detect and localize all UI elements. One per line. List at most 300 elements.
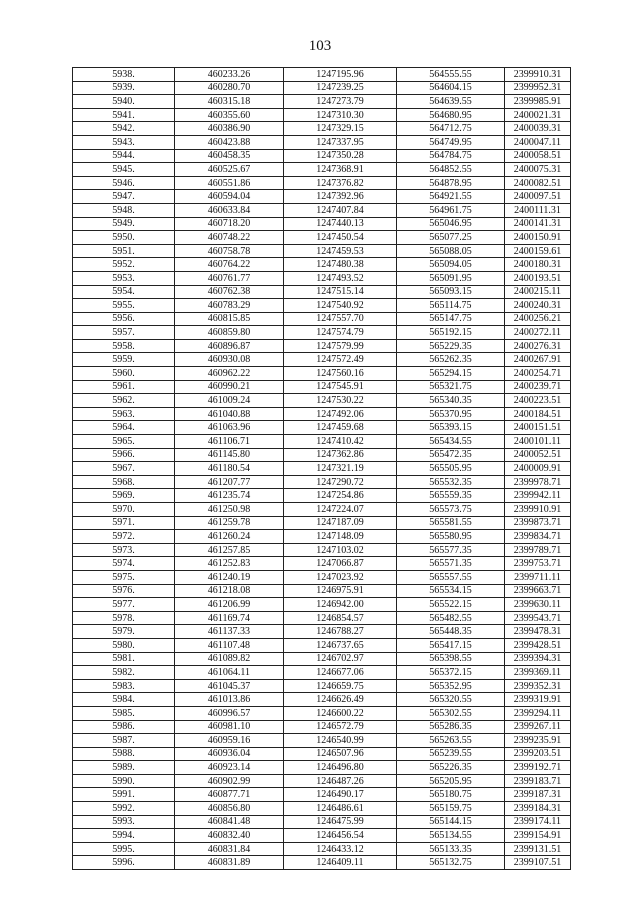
point-number-cell: 5952. bbox=[73, 258, 175, 272]
table-row bbox=[73, 176, 571, 190]
y-coordinate-cell: 1247362.86 bbox=[284, 448, 397, 462]
y-coordinate-cell: 1247350.28 bbox=[284, 149, 397, 163]
y-coordinate-cell: 1247480.38 bbox=[284, 258, 397, 272]
x2-coordinate-cell: 565077.25 bbox=[397, 231, 505, 245]
y2-coordinate-cell: 2400180.31 bbox=[505, 258, 571, 272]
point-number-cell: 5968. bbox=[73, 475, 175, 489]
x2-coordinate-cell: 564852.55 bbox=[397, 163, 505, 177]
x-coordinate-cell: 461107.48 bbox=[175, 638, 284, 652]
point-number-cell: 5949. bbox=[73, 217, 175, 231]
point-number-cell: 5983. bbox=[73, 679, 175, 693]
y2-coordinate-cell: 2400047.11 bbox=[505, 135, 571, 149]
point-number-cell: 5994. bbox=[73, 829, 175, 843]
point-number-cell: 5992. bbox=[73, 802, 175, 816]
x-coordinate-cell: 460458.35 bbox=[175, 149, 284, 163]
y-coordinate-cell: 1246409.11 bbox=[284, 856, 397, 870]
y-coordinate-cell: 1247515.14 bbox=[284, 285, 397, 299]
point-number-cell: 5976. bbox=[73, 584, 175, 598]
point-number-cell: 5970. bbox=[73, 503, 175, 517]
table-row bbox=[73, 122, 571, 136]
table-row bbox=[73, 326, 571, 340]
x-coordinate-cell: 461045.37 bbox=[175, 679, 284, 693]
table-row bbox=[73, 761, 571, 775]
table-row bbox=[73, 244, 571, 258]
y-coordinate-cell: 1247376.82 bbox=[284, 176, 397, 190]
y2-coordinate-cell: 2399873.71 bbox=[505, 516, 571, 530]
y-coordinate-cell: 1247540.92 bbox=[284, 299, 397, 313]
y-coordinate-cell: 1247407.84 bbox=[284, 203, 397, 217]
x-coordinate-cell: 460315.18 bbox=[175, 95, 284, 109]
point-number-cell: 5945. bbox=[73, 163, 175, 177]
x-coordinate-cell: 460764.22 bbox=[175, 258, 284, 272]
y-coordinate-cell: 1246677.06 bbox=[284, 666, 397, 680]
x-coordinate-cell: 461013.86 bbox=[175, 693, 284, 707]
point-number-cell: 5973. bbox=[73, 543, 175, 557]
table-row bbox=[73, 666, 571, 680]
y-coordinate-cell: 1247557.70 bbox=[284, 312, 397, 326]
y2-coordinate-cell: 2399952.31 bbox=[505, 81, 571, 95]
x2-coordinate-cell: 565434.55 bbox=[397, 435, 505, 449]
table-row bbox=[73, 435, 571, 449]
x-coordinate-cell: 461206.99 bbox=[175, 598, 284, 612]
table-row bbox=[73, 203, 571, 217]
x2-coordinate-cell: 565144.15 bbox=[397, 815, 505, 829]
table-row bbox=[73, 802, 571, 816]
x-coordinate-cell: 460233.26 bbox=[175, 68, 284, 82]
y2-coordinate-cell: 2399834.71 bbox=[505, 530, 571, 544]
y2-coordinate-cell: 2399663.71 bbox=[505, 584, 571, 598]
table-row bbox=[73, 95, 571, 109]
x2-coordinate-cell: 565577.35 bbox=[397, 543, 505, 557]
y-coordinate-cell: 1247310.30 bbox=[284, 108, 397, 122]
point-number-cell: 5981. bbox=[73, 652, 175, 666]
x2-coordinate-cell: 564749.95 bbox=[397, 135, 505, 149]
x2-coordinate-cell: 565417.15 bbox=[397, 638, 505, 652]
x2-coordinate-cell: 565448.35 bbox=[397, 625, 505, 639]
point-number-cell: 5979. bbox=[73, 625, 175, 639]
x-coordinate-cell: 460831.84 bbox=[175, 842, 284, 856]
table-row bbox=[73, 584, 571, 598]
y2-coordinate-cell: 2400239.71 bbox=[505, 380, 571, 394]
y2-coordinate-cell: 2399319.91 bbox=[505, 693, 571, 707]
point-number-cell: 5978. bbox=[73, 611, 175, 625]
y2-coordinate-cell: 2400009.91 bbox=[505, 462, 571, 476]
x2-coordinate-cell: 565180.75 bbox=[397, 788, 505, 802]
y2-coordinate-cell: 2400052.51 bbox=[505, 448, 571, 462]
y-coordinate-cell: 1246456.54 bbox=[284, 829, 397, 843]
table-row bbox=[73, 570, 571, 584]
table-row bbox=[73, 747, 571, 761]
x2-coordinate-cell: 565573.75 bbox=[397, 503, 505, 517]
y2-coordinate-cell: 2400223.51 bbox=[505, 394, 571, 408]
x-coordinate-cell: 460280.70 bbox=[175, 81, 284, 95]
y-coordinate-cell: 1247492.06 bbox=[284, 407, 397, 421]
y2-coordinate-cell: 2399174.11 bbox=[505, 815, 571, 829]
x-coordinate-cell: 461064.11 bbox=[175, 666, 284, 680]
y-coordinate-cell: 1247148.09 bbox=[284, 530, 397, 544]
page-number: 103 bbox=[308, 38, 332, 54]
point-number-cell: 5939. bbox=[73, 81, 175, 95]
y-coordinate-cell: 1247187.09 bbox=[284, 516, 397, 530]
y-coordinate-cell: 1247450.54 bbox=[284, 231, 397, 245]
y-coordinate-cell: 1246475.99 bbox=[284, 815, 397, 829]
x-coordinate-cell: 460959.16 bbox=[175, 734, 284, 748]
x2-coordinate-cell: 565091.95 bbox=[397, 271, 505, 285]
y2-coordinate-cell: 2399369.11 bbox=[505, 666, 571, 680]
table-row bbox=[73, 353, 571, 367]
table-row bbox=[73, 503, 571, 517]
y-coordinate-cell: 1246490.17 bbox=[284, 788, 397, 802]
y2-coordinate-cell: 2400150.91 bbox=[505, 231, 571, 245]
table-row bbox=[73, 625, 571, 639]
x-coordinate-cell: 460856.80 bbox=[175, 802, 284, 816]
point-number-cell: 5971. bbox=[73, 516, 175, 530]
x2-coordinate-cell: 565557.55 bbox=[397, 570, 505, 584]
table-row bbox=[73, 108, 571, 122]
x-coordinate-cell: 460962.22 bbox=[175, 367, 284, 381]
y2-coordinate-cell: 2399203.51 bbox=[505, 747, 571, 761]
y2-coordinate-cell: 2399789.71 bbox=[505, 543, 571, 557]
coordinates-table bbox=[72, 67, 571, 870]
x-coordinate-cell: 460859.80 bbox=[175, 326, 284, 340]
table-row bbox=[73, 788, 571, 802]
y-coordinate-cell: 1247368.91 bbox=[284, 163, 397, 177]
y2-coordinate-cell: 2399131.51 bbox=[505, 842, 571, 856]
table-row bbox=[73, 421, 571, 435]
table-row bbox=[73, 135, 571, 149]
table-row bbox=[73, 842, 571, 856]
table-row bbox=[73, 285, 571, 299]
x-coordinate-cell: 460594.04 bbox=[175, 190, 284, 204]
point-number-cell: 5969. bbox=[73, 489, 175, 503]
x2-coordinate-cell: 565147.75 bbox=[397, 312, 505, 326]
x2-coordinate-cell: 565132.75 bbox=[397, 856, 505, 870]
x2-coordinate-cell: 565205.95 bbox=[397, 774, 505, 788]
x2-coordinate-cell: 565340.35 bbox=[397, 394, 505, 408]
y-coordinate-cell: 1247545.91 bbox=[284, 380, 397, 394]
y-coordinate-cell: 1246487.26 bbox=[284, 774, 397, 788]
x-coordinate-cell: 461259.78 bbox=[175, 516, 284, 530]
x2-coordinate-cell: 564784.75 bbox=[397, 149, 505, 163]
point-number-cell: 5996. bbox=[73, 856, 175, 870]
y2-coordinate-cell: 2400193.51 bbox=[505, 271, 571, 285]
point-number-cell: 5946. bbox=[73, 176, 175, 190]
x-coordinate-cell: 460423.88 bbox=[175, 135, 284, 149]
x2-coordinate-cell: 565320.55 bbox=[397, 693, 505, 707]
point-number-cell: 5958. bbox=[73, 339, 175, 353]
y-coordinate-cell: 1246433.12 bbox=[284, 842, 397, 856]
table-row bbox=[73, 815, 571, 829]
y2-coordinate-cell: 2400267.91 bbox=[505, 353, 571, 367]
point-number-cell: 5943. bbox=[73, 135, 175, 149]
x-coordinate-cell: 460815.85 bbox=[175, 312, 284, 326]
point-number-cell: 5942. bbox=[73, 122, 175, 136]
point-number-cell: 5993. bbox=[73, 815, 175, 829]
y-coordinate-cell: 1247273.79 bbox=[284, 95, 397, 109]
y-coordinate-cell: 1247290.72 bbox=[284, 475, 397, 489]
x2-coordinate-cell: 565352.95 bbox=[397, 679, 505, 693]
table-row bbox=[73, 638, 571, 652]
x-coordinate-cell: 460762.38 bbox=[175, 285, 284, 299]
x2-coordinate-cell: 564680.95 bbox=[397, 108, 505, 122]
y-coordinate-cell: 1246702.97 bbox=[284, 652, 397, 666]
x2-coordinate-cell: 565239.55 bbox=[397, 747, 505, 761]
x-coordinate-cell: 461169.74 bbox=[175, 611, 284, 625]
x-coordinate-cell: 461106.71 bbox=[175, 435, 284, 449]
point-number-cell: 5962. bbox=[73, 394, 175, 408]
x2-coordinate-cell: 564555.55 bbox=[397, 68, 505, 82]
y-coordinate-cell: 1247066.87 bbox=[284, 557, 397, 571]
point-number-cell: 5966. bbox=[73, 448, 175, 462]
x2-coordinate-cell: 565393.15 bbox=[397, 421, 505, 435]
x2-coordinate-cell: 564961.75 bbox=[397, 203, 505, 217]
x2-coordinate-cell: 565559.35 bbox=[397, 489, 505, 503]
y2-coordinate-cell: 2400141.31 bbox=[505, 217, 571, 231]
table-row bbox=[73, 475, 571, 489]
point-number-cell: 5980. bbox=[73, 638, 175, 652]
x-coordinate-cell: 461207.77 bbox=[175, 475, 284, 489]
y-coordinate-cell: 1247329.15 bbox=[284, 122, 397, 136]
point-number-cell: 5987. bbox=[73, 734, 175, 748]
y2-coordinate-cell: 2399107.51 bbox=[505, 856, 571, 870]
x2-coordinate-cell: 565134.55 bbox=[397, 829, 505, 843]
x2-coordinate-cell: 564604.15 bbox=[397, 81, 505, 95]
x-coordinate-cell: 461180.54 bbox=[175, 462, 284, 476]
x-coordinate-cell: 460761.77 bbox=[175, 271, 284, 285]
y-coordinate-cell: 1246975.91 bbox=[284, 584, 397, 598]
table-row bbox=[73, 530, 571, 544]
x-coordinate-cell: 460936.04 bbox=[175, 747, 284, 761]
y2-coordinate-cell: 2399154.91 bbox=[505, 829, 571, 843]
table-row bbox=[73, 258, 571, 272]
x-coordinate-cell: 461218.08 bbox=[175, 584, 284, 598]
y2-coordinate-cell: 2400101.11 bbox=[505, 435, 571, 449]
y2-coordinate-cell: 2400021.31 bbox=[505, 108, 571, 122]
point-number-cell: 5944. bbox=[73, 149, 175, 163]
y-coordinate-cell: 1246486.61 bbox=[284, 802, 397, 816]
point-number-cell: 5989. bbox=[73, 761, 175, 775]
x2-coordinate-cell: 565114.75 bbox=[397, 299, 505, 313]
x2-coordinate-cell: 564878.95 bbox=[397, 176, 505, 190]
y-coordinate-cell: 1247254.86 bbox=[284, 489, 397, 503]
x-coordinate-cell: 461040.88 bbox=[175, 407, 284, 421]
x2-coordinate-cell: 565580.95 bbox=[397, 530, 505, 544]
y-coordinate-cell: 1247023.92 bbox=[284, 570, 397, 584]
y2-coordinate-cell: 2399978.71 bbox=[505, 475, 571, 489]
point-number-cell: 5950. bbox=[73, 231, 175, 245]
point-number-cell: 5975. bbox=[73, 570, 175, 584]
y2-coordinate-cell: 2399294.11 bbox=[505, 706, 571, 720]
point-number-cell: 5984. bbox=[73, 693, 175, 707]
y2-coordinate-cell: 2400240.31 bbox=[505, 299, 571, 313]
x2-coordinate-cell: 565571.35 bbox=[397, 557, 505, 571]
y-coordinate-cell: 1246854.57 bbox=[284, 611, 397, 625]
y2-coordinate-cell: 2399352.31 bbox=[505, 679, 571, 693]
y-coordinate-cell: 1246600.22 bbox=[284, 706, 397, 720]
x2-coordinate-cell: 565286.35 bbox=[397, 720, 505, 734]
x-coordinate-cell: 461137.33 bbox=[175, 625, 284, 639]
point-number-cell: 5991. bbox=[73, 788, 175, 802]
table-row bbox=[73, 81, 571, 95]
y2-coordinate-cell: 2399910.91 bbox=[505, 503, 571, 517]
table-row bbox=[73, 706, 571, 720]
point-number-cell: 5985. bbox=[73, 706, 175, 720]
x2-coordinate-cell: 565262.35 bbox=[397, 353, 505, 367]
y-coordinate-cell: 1246737.65 bbox=[284, 638, 397, 652]
x2-coordinate-cell: 565192.15 bbox=[397, 326, 505, 340]
y-coordinate-cell: 1247493.52 bbox=[284, 271, 397, 285]
x-coordinate-cell: 461240.19 bbox=[175, 570, 284, 584]
table-row bbox=[73, 557, 571, 571]
x-coordinate-cell: 461260.24 bbox=[175, 530, 284, 544]
y-coordinate-cell: 1246507.96 bbox=[284, 747, 397, 761]
y2-coordinate-cell: 2400272.11 bbox=[505, 326, 571, 340]
y2-coordinate-cell: 2400151.51 bbox=[505, 421, 571, 435]
y2-coordinate-cell: 2399942.11 bbox=[505, 489, 571, 503]
x2-coordinate-cell: 565226.35 bbox=[397, 761, 505, 775]
table-row bbox=[73, 734, 571, 748]
y2-coordinate-cell: 2399711.11 bbox=[505, 570, 571, 584]
y-coordinate-cell: 1247440.13 bbox=[284, 217, 397, 231]
table-row bbox=[73, 693, 571, 707]
point-number-cell: 5955. bbox=[73, 299, 175, 313]
x-coordinate-cell: 461235.74 bbox=[175, 489, 284, 503]
table-row bbox=[73, 448, 571, 462]
x-coordinate-cell: 460930.08 bbox=[175, 353, 284, 367]
point-number-cell: 5954. bbox=[73, 285, 175, 299]
point-number-cell: 5965. bbox=[73, 435, 175, 449]
y2-coordinate-cell: 2400111.31 bbox=[505, 203, 571, 217]
y2-coordinate-cell: 2399192.71 bbox=[505, 761, 571, 775]
x-coordinate-cell: 460841.48 bbox=[175, 815, 284, 829]
y-coordinate-cell: 1247560.16 bbox=[284, 367, 397, 381]
table-row bbox=[73, 394, 571, 408]
x-coordinate-cell: 461250.98 bbox=[175, 503, 284, 517]
y2-coordinate-cell: 2399910.31 bbox=[505, 68, 571, 82]
y-coordinate-cell: 1246942.00 bbox=[284, 598, 397, 612]
point-number-cell: 5948. bbox=[73, 203, 175, 217]
x2-coordinate-cell: 564921.55 bbox=[397, 190, 505, 204]
table-row bbox=[73, 611, 571, 625]
table-row bbox=[73, 231, 571, 245]
point-number-cell: 5941. bbox=[73, 108, 175, 122]
x2-coordinate-cell: 565302.55 bbox=[397, 706, 505, 720]
x2-coordinate-cell: 565133.35 bbox=[397, 842, 505, 856]
x2-coordinate-cell: 565046.95 bbox=[397, 217, 505, 231]
x2-coordinate-cell: 565094.05 bbox=[397, 258, 505, 272]
y-coordinate-cell: 1246496.80 bbox=[284, 761, 397, 775]
x2-coordinate-cell: 565398.55 bbox=[397, 652, 505, 666]
y2-coordinate-cell: 2400254.71 bbox=[505, 367, 571, 381]
x2-coordinate-cell: 565263.55 bbox=[397, 734, 505, 748]
x-coordinate-cell: 460386.90 bbox=[175, 122, 284, 136]
table-row bbox=[73, 462, 571, 476]
x-coordinate-cell: 460718.20 bbox=[175, 217, 284, 231]
y-coordinate-cell: 1247103.02 bbox=[284, 543, 397, 557]
table-row bbox=[73, 774, 571, 788]
table-row bbox=[73, 489, 571, 503]
x-coordinate-cell: 460783.29 bbox=[175, 299, 284, 313]
y2-coordinate-cell: 2400097.51 bbox=[505, 190, 571, 204]
point-number-cell: 5982. bbox=[73, 666, 175, 680]
x-coordinate-cell: 461145.80 bbox=[175, 448, 284, 462]
table-row bbox=[73, 312, 571, 326]
x2-coordinate-cell: 565532.35 bbox=[397, 475, 505, 489]
table-row bbox=[73, 163, 571, 177]
table-row bbox=[73, 679, 571, 693]
x-coordinate-cell: 460990.21 bbox=[175, 380, 284, 394]
y2-coordinate-cell: 2400082.51 bbox=[505, 176, 571, 190]
y-coordinate-cell: 1247224.07 bbox=[284, 503, 397, 517]
x-coordinate-cell: 460355.60 bbox=[175, 108, 284, 122]
table-row bbox=[73, 407, 571, 421]
y2-coordinate-cell: 2399394.31 bbox=[505, 652, 571, 666]
table-row bbox=[73, 543, 571, 557]
y2-coordinate-cell: 2399235.91 bbox=[505, 734, 571, 748]
x2-coordinate-cell: 564712.75 bbox=[397, 122, 505, 136]
x-coordinate-cell: 461063.96 bbox=[175, 421, 284, 435]
y2-coordinate-cell: 2400039.31 bbox=[505, 122, 571, 136]
y2-coordinate-cell: 2399267.11 bbox=[505, 720, 571, 734]
x-coordinate-cell: 461009.24 bbox=[175, 394, 284, 408]
x-coordinate-cell: 460902.99 bbox=[175, 774, 284, 788]
point-number-cell: 5967. bbox=[73, 462, 175, 476]
y2-coordinate-cell: 2399543.71 bbox=[505, 611, 571, 625]
x-coordinate-cell: 460748.22 bbox=[175, 231, 284, 245]
point-number-cell: 5986. bbox=[73, 720, 175, 734]
x-coordinate-cell: 460996.57 bbox=[175, 706, 284, 720]
table-row bbox=[73, 149, 571, 163]
table-row bbox=[73, 598, 571, 612]
y-coordinate-cell: 1247321.19 bbox=[284, 462, 397, 476]
y-coordinate-cell: 1247459.68 bbox=[284, 421, 397, 435]
y2-coordinate-cell: 2400159.61 bbox=[505, 244, 571, 258]
y-coordinate-cell: 1247579.99 bbox=[284, 339, 397, 353]
x2-coordinate-cell: 564639.55 bbox=[397, 95, 505, 109]
point-number-cell: 5961. bbox=[73, 380, 175, 394]
point-number-cell: 5938. bbox=[73, 68, 175, 82]
y-coordinate-cell: 1247572.49 bbox=[284, 353, 397, 367]
x-coordinate-cell: 460923.14 bbox=[175, 761, 284, 775]
x2-coordinate-cell: 565482.55 bbox=[397, 611, 505, 625]
x2-coordinate-cell: 565321.75 bbox=[397, 380, 505, 394]
x-coordinate-cell: 460877.71 bbox=[175, 788, 284, 802]
x-coordinate-cell: 460981.10 bbox=[175, 720, 284, 734]
table-row bbox=[73, 856, 571, 870]
y2-coordinate-cell: 2399183.71 bbox=[505, 774, 571, 788]
x2-coordinate-cell: 565294.15 bbox=[397, 367, 505, 381]
y2-coordinate-cell: 2399985.91 bbox=[505, 95, 571, 109]
table-row bbox=[73, 339, 571, 353]
x-coordinate-cell: 460832.40 bbox=[175, 829, 284, 843]
y2-coordinate-cell: 2400215.11 bbox=[505, 285, 571, 299]
point-number-cell: 5956. bbox=[73, 312, 175, 326]
x2-coordinate-cell: 565372.15 bbox=[397, 666, 505, 680]
table-row bbox=[73, 367, 571, 381]
x-coordinate-cell: 460633.84 bbox=[175, 203, 284, 217]
y2-coordinate-cell: 2399187.31 bbox=[505, 788, 571, 802]
point-number-cell: 5951. bbox=[73, 244, 175, 258]
table-row bbox=[73, 190, 571, 204]
table-row bbox=[73, 217, 571, 231]
y2-coordinate-cell: 2400075.31 bbox=[505, 163, 571, 177]
y-coordinate-cell: 1246626.49 bbox=[284, 693, 397, 707]
point-number-cell: 5957. bbox=[73, 326, 175, 340]
y-coordinate-cell: 1247530.22 bbox=[284, 394, 397, 408]
y-coordinate-cell: 1246788.27 bbox=[284, 625, 397, 639]
point-number-cell: 5974. bbox=[73, 557, 175, 571]
y-coordinate-cell: 1247410.42 bbox=[284, 435, 397, 449]
